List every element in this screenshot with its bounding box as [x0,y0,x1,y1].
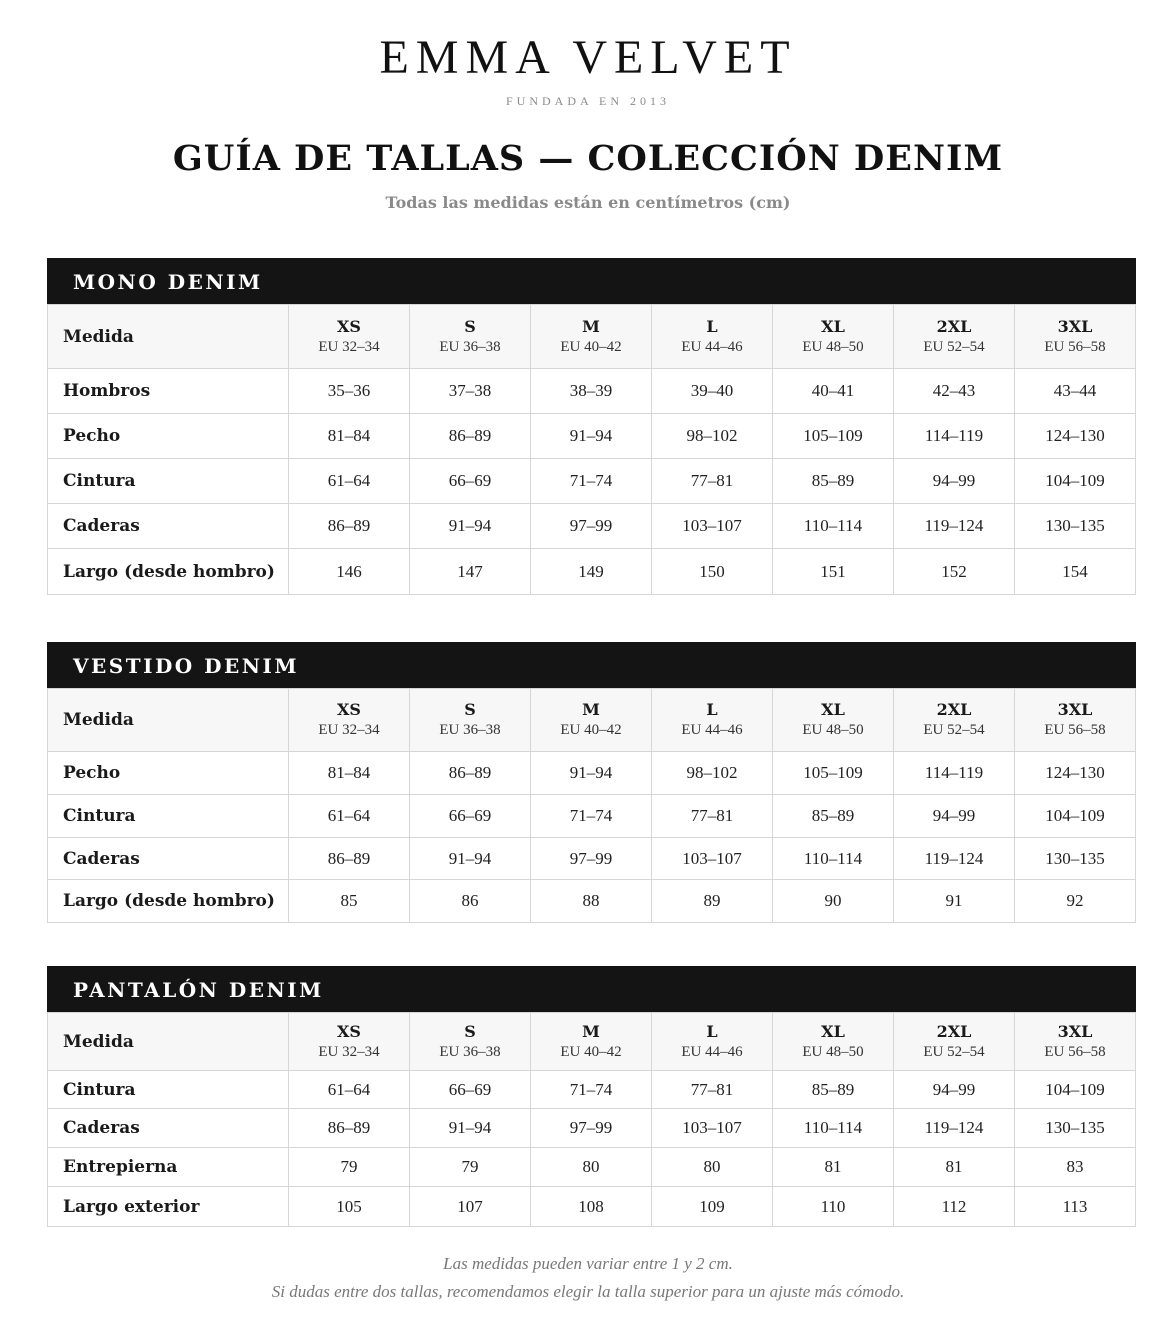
size-name: M [582,316,600,336]
measure-value: 98–102 [652,752,773,795]
measure-value: 86–89 [289,1109,410,1148]
measure-value: 77–81 [652,459,773,504]
measure-value: 105 [289,1187,410,1227]
measure-value: 43–44 [1015,369,1136,414]
section-vestido-denim [47,642,1136,923]
measure-value: 130–135 [1015,1109,1136,1148]
section-title: MONO DENIM [47,258,1136,304]
measure-value: 97–99 [531,504,652,549]
measure-label: Caderas [48,838,289,880]
measure-value: 149 [531,549,652,595]
measure-value: 119–124 [894,838,1015,880]
measure-value: 105–109 [773,414,894,459]
measure-label: Pecho [48,414,289,459]
size-name: XS [337,316,361,336]
eu-size: EU 36–38 [439,338,501,355]
note-recommendation: Si dudas entre dos tallas, recomendamos elegir la talla superior para un ajuste más cómodo. [271,1282,905,1301]
measure-value: 92 [1015,880,1136,923]
measure-value: 66–69 [410,795,531,838]
measure-value: 83 [1015,1148,1136,1187]
measure-value: 35–36 [289,369,410,414]
measure-value: 85–89 [773,1071,894,1109]
eu-size: EU 32–34 [318,722,380,738]
size-name: 3XL [1057,700,1093,719]
section-title: PANTALÓN DENIM [47,966,1136,1012]
measure-value: 86 [410,880,531,923]
note-variation: Las medidas pueden variar entre 1 y 2 cm. [443,1254,733,1273]
measure-value: 37–38 [410,369,531,414]
measure-header: Medida [48,1013,289,1071]
measure-value: 91–94 [410,504,531,549]
measure-value: 113 [1015,1187,1136,1227]
size-name: S [464,316,476,336]
size-name: XL [821,1021,845,1041]
measure-label: Cintura [48,1071,289,1109]
measure-value: 98–102 [652,414,773,459]
size-name: M [582,1021,600,1041]
measure-value: 40–41 [773,369,894,414]
measure-value: 61–64 [289,795,410,838]
size-name: S [464,1021,476,1041]
measure-value: 91 [894,880,1015,923]
measure-value: 85–89 [773,795,894,838]
size-header-cell [1015,305,1136,369]
size-header-cell [531,1013,652,1071]
table-row [48,414,1136,459]
size-name: 3XL [1057,316,1093,336]
eu-size: EU 40–42 [560,722,622,738]
measure-label: Pecho [48,752,289,795]
size-name: XL [821,700,845,719]
measure-value: 97–99 [531,838,652,880]
measure-label: Largo (desde hombro) [48,549,289,595]
size-header-cell [652,305,773,369]
size-header-cell [410,305,531,369]
size-header-cell [289,1013,410,1071]
table-row [48,1109,1136,1148]
measure-value: 112 [894,1187,1015,1227]
measure-value: 150 [652,549,773,595]
table-row [48,880,1136,923]
size-table [47,688,1136,923]
measure-header: Medida [48,305,289,369]
table-row [48,752,1136,795]
measure-label: Entrepierna [48,1148,289,1187]
measure-value: 94–99 [894,795,1015,838]
measure-value: 89 [652,880,773,923]
eu-size: EU 32–34 [318,1043,380,1060]
measure-value: 146 [289,549,410,595]
measure-value: 91–94 [410,838,531,880]
size-name: L [706,1021,718,1041]
size-header-cell [773,305,894,369]
measure-value: 110–114 [773,1109,894,1148]
eu-size: EU 48–50 [802,722,864,738]
measure-value: 103–107 [652,1109,773,1148]
size-name: XS [337,1021,361,1041]
measure-value: 71–74 [531,459,652,504]
eu-size: EU 44–46 [681,722,743,738]
measure-value: 80 [531,1148,652,1187]
size-header-cell [894,689,1015,752]
measure-label: Cintura [48,459,289,504]
measure-value: 77–81 [652,1071,773,1109]
measure-value: 109 [652,1187,773,1227]
eu-size: EU 44–46 [681,338,743,355]
measure-value: 85 [289,880,410,923]
size-header-cell [894,1013,1015,1071]
eu-size: EU 48–50 [802,338,864,355]
measure-label: Cintura [48,795,289,838]
measure-value: 152 [894,549,1015,595]
measure-value: 110 [773,1187,894,1227]
size-header-cell [652,689,773,752]
measure-header: Medida [48,689,289,752]
size-name: 2XL [936,1021,972,1041]
size-name: S [464,700,476,719]
eu-size: EU 32–34 [318,338,380,355]
measure-value: 130–135 [1015,838,1136,880]
section-pantalon-denim [47,966,1136,1227]
size-header-cell [894,305,1015,369]
measure-value: 119–124 [894,1109,1015,1148]
eu-size: EU 56–58 [1044,338,1106,355]
table-row [48,504,1136,549]
size-name: 2XL [936,316,972,336]
size-name: XS [337,700,361,719]
table-row [48,1148,1136,1187]
eu-size: EU 48–50 [802,1043,864,1060]
eu-size: EU 52–54 [923,1043,985,1060]
measure-value: 94–99 [894,1071,1015,1109]
measure-value: 71–74 [531,795,652,838]
measure-label: Largo (desde hombro) [48,880,289,923]
size-header-cell [773,689,894,752]
measure-value: 91–94 [531,752,652,795]
size-name: XL [821,316,845,336]
size-name: 2XL [936,700,972,719]
size-header-cell [1015,689,1136,752]
measure-value: 107 [410,1187,531,1227]
measure-value: 94–99 [894,459,1015,504]
size-name: 3XL [1057,1021,1093,1041]
size-name: L [706,700,718,719]
size-table [47,1012,1136,1227]
measure-value: 110–114 [773,838,894,880]
eu-size: EU 40–42 [560,338,622,355]
size-name: L [706,316,718,336]
table-row [48,1187,1136,1227]
measure-value: 86–89 [410,414,531,459]
measure-value: 91–94 [410,1109,531,1148]
measure-value: 42–43 [894,369,1015,414]
size-header-cell [531,305,652,369]
table-row [48,549,1136,595]
measure-value: 88 [531,880,652,923]
measure-value: 147 [410,549,531,595]
measure-value: 85–89 [773,459,894,504]
eu-size: EU 36–38 [439,722,501,738]
size-header-row [48,689,1136,752]
measure-value: 90 [773,880,894,923]
measure-value: 86–89 [289,838,410,880]
table-row [48,838,1136,880]
footnotes [0,1250,1176,1306]
eu-size: EU 52–54 [923,338,985,355]
measure-value: 91–94 [531,414,652,459]
measure-value: 81 [894,1148,1015,1187]
measure-value: 119–124 [894,504,1015,549]
brand-logo: EMMA VELVET [379,31,797,84]
measure-value: 114–119 [894,414,1015,459]
size-header-cell [289,305,410,369]
measure-value: 103–107 [652,838,773,880]
table-row [48,459,1136,504]
measure-value: 105–109 [773,752,894,795]
measure-value: 71–74 [531,1071,652,1109]
founded-tagline: FUNDADA EN 2013 [505,94,670,108]
measure-value: 104–109 [1015,795,1136,838]
eu-size: EU 56–58 [1044,1043,1106,1060]
measure-value: 79 [410,1148,531,1187]
measure-value: 124–130 [1015,752,1136,795]
eu-size: EU 36–38 [439,1043,501,1060]
size-header-cell [652,1013,773,1071]
measure-value: 81–84 [289,752,410,795]
size-header-cell [1015,1013,1136,1071]
eu-size: EU 44–46 [681,1043,743,1060]
measure-value: 81 [773,1148,894,1187]
size-header-row [48,1013,1136,1071]
measure-value: 66–69 [410,1071,531,1109]
size-header-cell [410,1013,531,1071]
measure-value: 103–107 [652,504,773,549]
measure-value: 80 [652,1148,773,1187]
measure-value: 104–109 [1015,1071,1136,1109]
section-title: VESTIDO DENIM [47,642,1136,688]
measure-value: 114–119 [894,752,1015,795]
size-header-row [48,305,1136,369]
size-header-cell [773,1013,894,1071]
measure-value: 79 [289,1148,410,1187]
measure-label: Caderas [48,504,289,549]
measure-value: 154 [1015,549,1136,595]
measure-label: Largo exterior [48,1187,289,1227]
size-header-cell [531,689,652,752]
eu-size: EU 40–42 [560,1043,622,1060]
eu-size: EU 56–58 [1044,722,1106,738]
page-subtitle: Todas las medidas están en centímetros (cm) [385,193,791,212]
table-row [48,1071,1136,1109]
measure-value: 151 [773,549,894,595]
measure-label: Caderas [48,1109,289,1148]
measure-value: 61–64 [289,459,410,504]
measure-value: 77–81 [652,795,773,838]
measure-value: 61–64 [289,1071,410,1109]
table-row [48,369,1136,414]
eu-size: EU 52–54 [923,722,985,738]
size-header-cell [289,689,410,752]
measure-value: 108 [531,1187,652,1227]
size-header-cell [410,689,531,752]
page-title: GUÍA DE TALLAS — COLECCIÓN DENIM [172,138,1004,179]
size-table [47,304,1136,595]
size-name: M [582,700,600,719]
measure-value: 39–40 [652,369,773,414]
section-mono-denim [47,258,1136,595]
measure-value: 86–89 [289,504,410,549]
measure-value: 104–109 [1015,459,1136,504]
measure-value: 81–84 [289,414,410,459]
measure-value: 130–135 [1015,504,1136,549]
measure-value: 97–99 [531,1109,652,1148]
measure-label: Hombros [48,369,289,414]
measure-value: 110–114 [773,504,894,549]
measure-value: 86–89 [410,752,531,795]
measure-value: 66–69 [410,459,531,504]
table-row [48,795,1136,838]
measure-value: 38–39 [531,369,652,414]
measure-value: 124–130 [1015,414,1136,459]
